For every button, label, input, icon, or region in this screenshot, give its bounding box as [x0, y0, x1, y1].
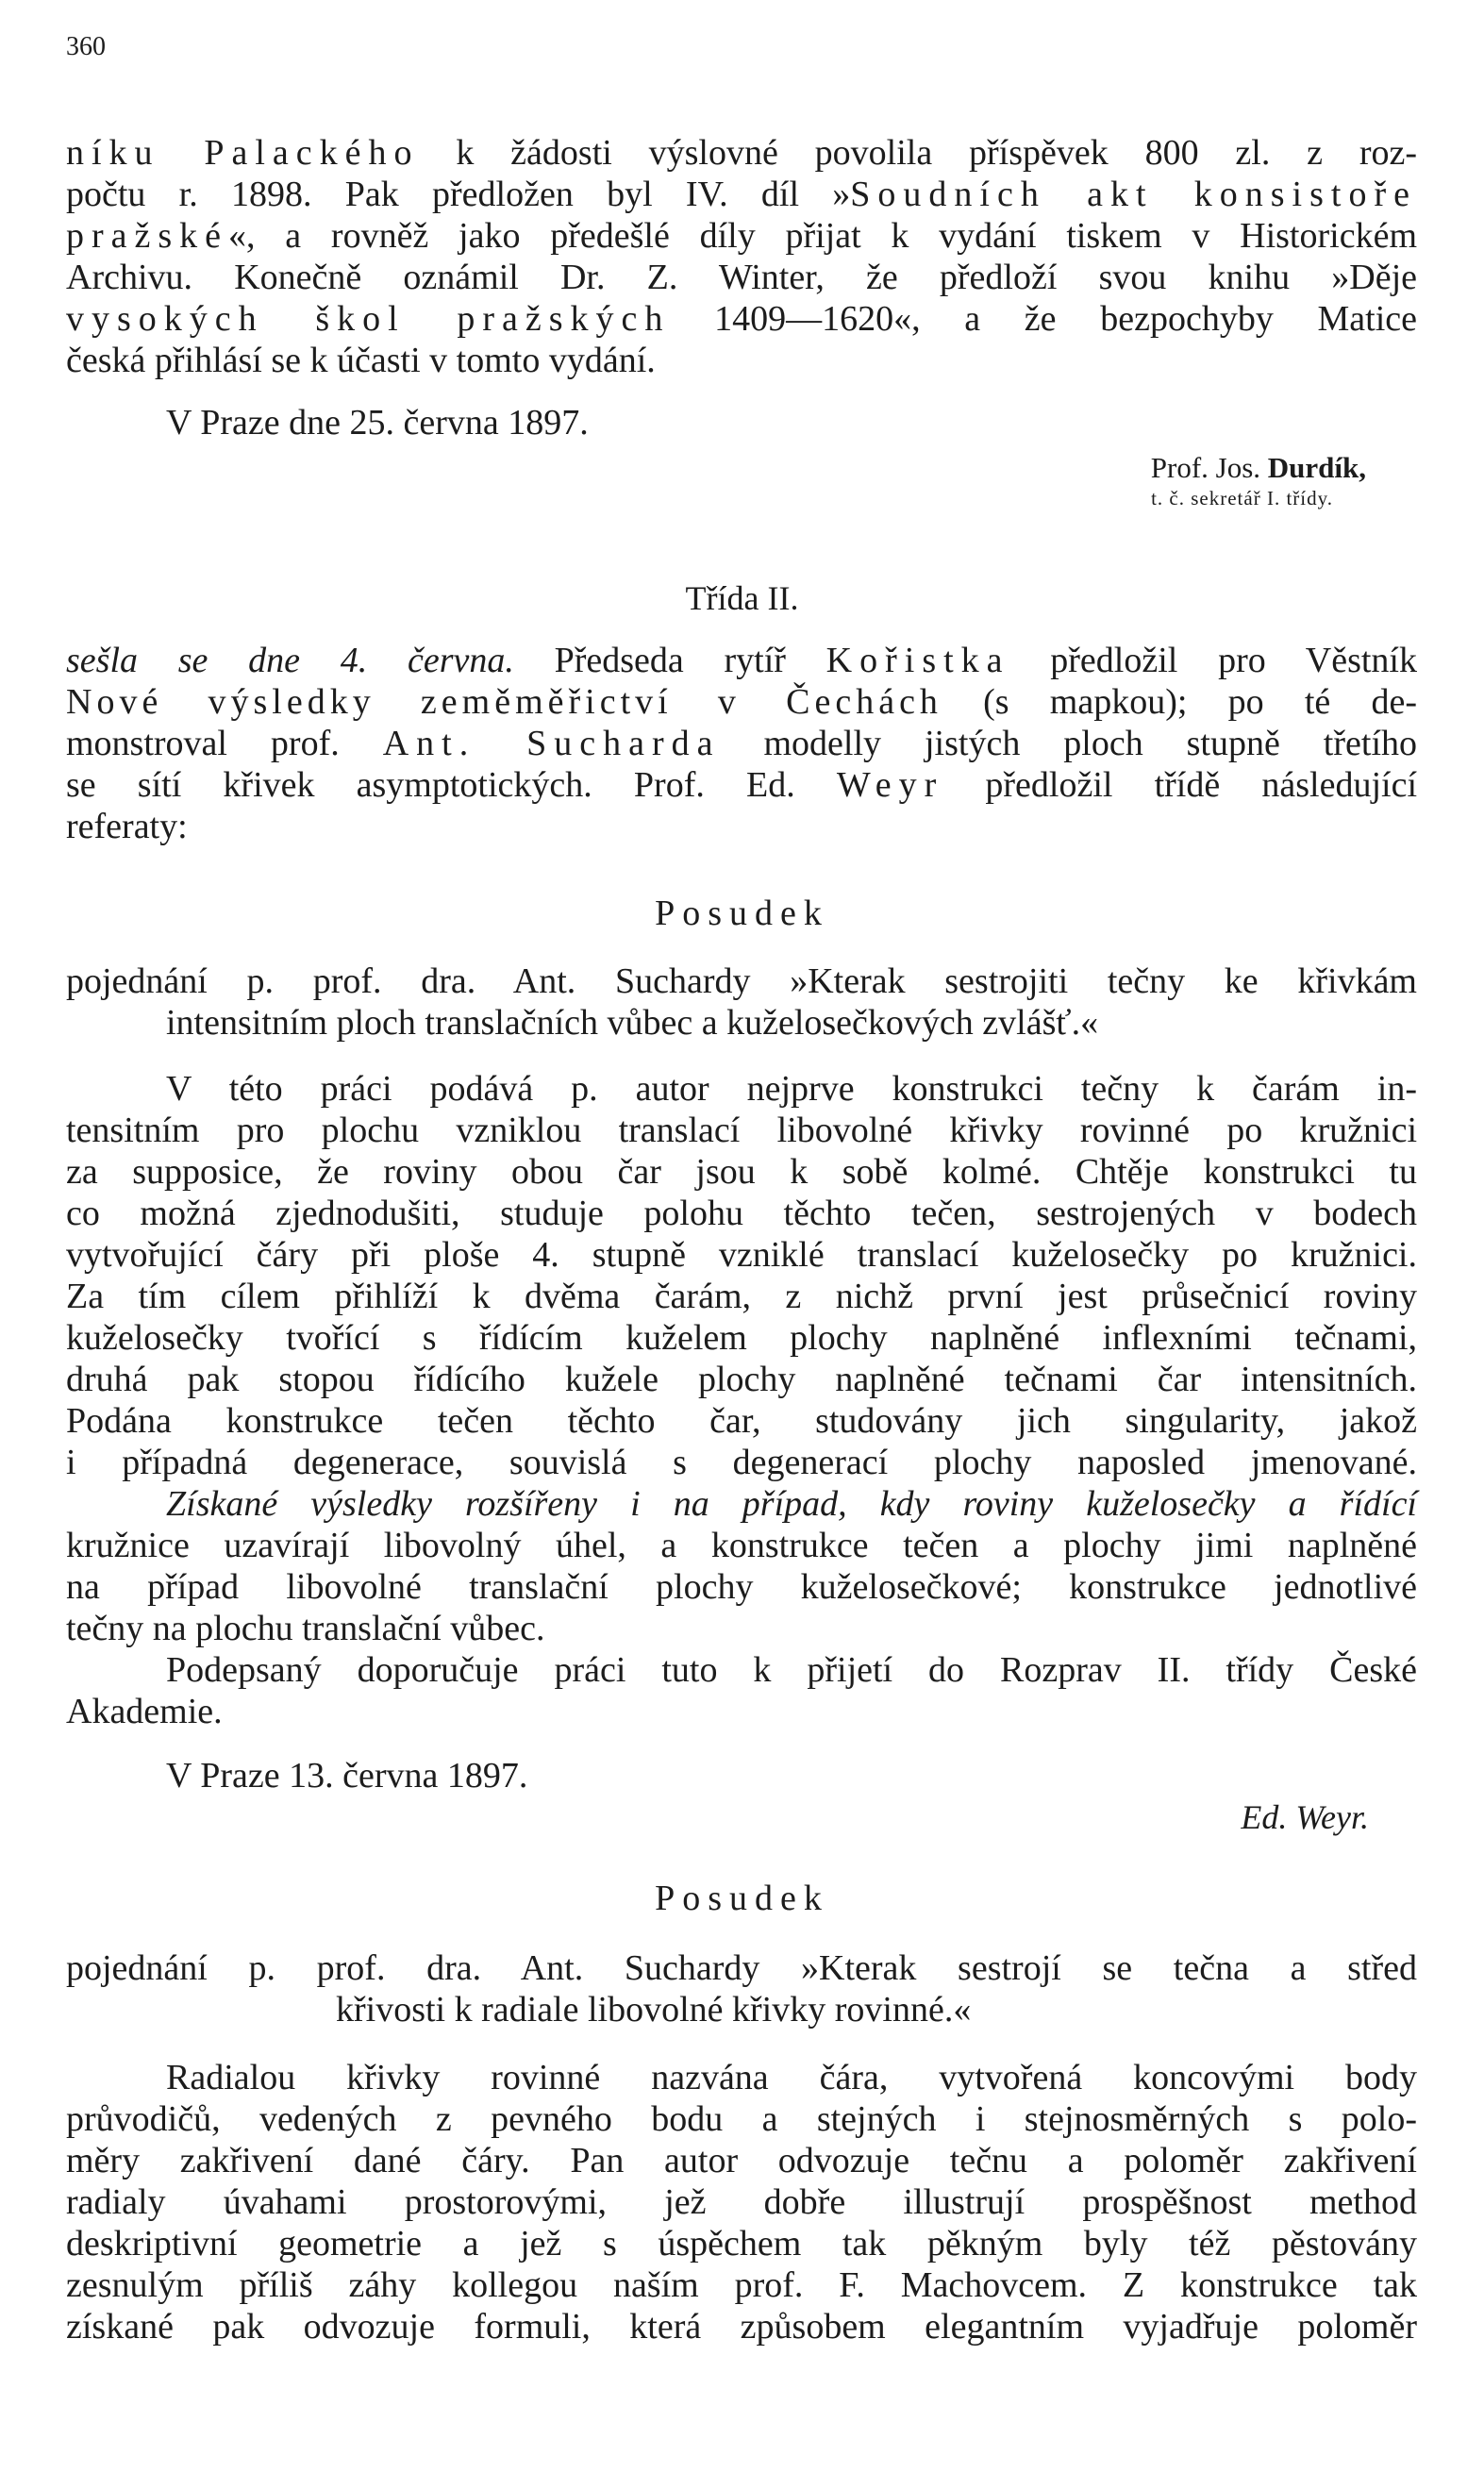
text-run: monstroval prof. — [66, 724, 383, 763]
para1-line-2 — [66, 174, 1417, 215]
text-run: Předseda rytíř — [513, 641, 826, 680]
review1-body-line: Za tím cílem přihlíží k dvěma čarám, z nichž první jest průsečnicí roviny — [66, 1277, 1417, 1316]
review1-body-line-italic: Získané výsledky rozšířeny i na případ, kdy roviny kuželosečky a řídící — [166, 1484, 1417, 1524]
para1-line-3 — [66, 215, 1417, 257]
signature-prefix: Prof. Jos. — [1150, 451, 1261, 484]
review1-body-line: kuželosečky tvořící s řídícím kuželem plochy naplněné inflexními tečnami, — [66, 1318, 1417, 1358]
review1-body-line: druhá pak stopou řídícího kužele plochy naplněné tečnami čar intensitních. — [66, 1360, 1417, 1399]
review2-body-line: deskriptivní geometrie a jež s úspěchem tak pěkným byly též pěstovány — [66, 2224, 1417, 2263]
text-run: předložil pro Věstník — [1009, 641, 1417, 680]
para1-line-5 — [66, 298, 1417, 340]
review1-signature: Ed. Weyr. — [1241, 1798, 1369, 1836]
text-run: (s mapkou); po té de- — [942, 682, 1417, 722]
review1-body-line: V této práci podává p. autor nejprve konstrukci tečny k čarám in- — [166, 1069, 1417, 1109]
review2-subject-line-2: křivosti k radiale libovolné křivky rovinné.« — [336, 1990, 972, 2030]
text-run: počtu r. 1898. Pak předložen byl IV. díl » — [66, 175, 851, 214]
text-run: 1409—1620«, a že bezpochyby Matice — [670, 299, 1417, 339]
review1-subject-line-2: intensitním ploch translačních vůbec a kuželosečkových zvlášť.« — [166, 1003, 1099, 1043]
para1-line-1 — [66, 132, 1417, 174]
review2-body-line: radialy úvahami prostorovými, jež dobře illustrují prospěšnost method — [66, 2182, 1417, 2222]
review1-body-line: Podána konstrukce tečen těchto čar, studovány jich singularity, jakož — [66, 1401, 1417, 1441]
spaced-name: níku Palackého — [66, 133, 420, 173]
spaced-title: Soudních akt konsistoře — [850, 175, 1417, 214]
text-run: modelly jistých ploch stupně třetího — [720, 724, 1417, 763]
review1-date: V Praze 13. června 1897. — [166, 1756, 528, 1796]
signature-title: t. č. sekretář I. třídy. — [1151, 487, 1333, 509]
italic-run: sešla se dne 4. června. — [66, 641, 514, 680]
para1-line-6: česká přihlásí se k účasti v tomto vydání. — [66, 341, 656, 380]
signature-secretary — [1151, 451, 1366, 485]
review-heading-1: Posudek — [655, 894, 829, 933]
review1-body-line: Akademie. — [66, 1692, 223, 1731]
spaced-title: vysokých škol pražských — [66, 299, 671, 339]
para1-line-4: Archivu. Konečně oznámil Dr. Z. Winter, že předloží svou knihu »Děje — [66, 258, 1417, 297]
review2-body-line: měry zakřivení dané čáry. Pan autor odvozuje tečnu a poloměr zakřivení — [66, 2141, 1417, 2180]
review1-body-line: vytvořující čáry při ploše 4. stupně vzniklé translací kuželosečky po kružnici. — [66, 1235, 1417, 1275]
spaced-name: Weyr — [836, 765, 944, 805]
spaced-name: Kořistka — [825, 641, 1010, 680]
review2-body-line: průvodičů, vedených z pevného bodu a stejných i stejnosměrných s polo- — [66, 2099, 1417, 2139]
review1-body-line: tečny na plochu translační vůbec. — [66, 1609, 545, 1648]
signature-name: Durdík, — [1267, 451, 1366, 484]
review2-body-line: Radialou křivky rovinné nazvána čára, vytvořená koncovými body — [166, 2058, 1417, 2097]
review1-body-line: za supposice, že roviny obou čar jsou k sobě kolmé. Chtěje konstrukci tu — [66, 1152, 1417, 1192]
review1-body-line: i případná degenerace, souvislá s degenerací plochy naposled jmenované. — [66, 1443, 1417, 1482]
para2-line-2 — [66, 681, 1417, 723]
review1-body-line: co možná zjednodušiti, studuje polohu těchto tečen, sestrojených v bodech — [66, 1194, 1417, 1233]
spaced-title: Nové výsledky zeměměřictví v Čechách — [66, 682, 942, 722]
para2-line-4 — [66, 764, 1417, 806]
date-line-1: V Praze dne 25. června 1897. — [166, 403, 589, 443]
review1-body-line: kružnice uzavírají libovolný úhel, a konstrukce tečen a plochy jimi naplněné — [66, 1526, 1417, 1565]
review-heading-2: Posudek — [655, 1879, 829, 1918]
text-run: k žádosti výslovné povolila příspěvek 800 zl. z roz- — [419, 133, 1417, 173]
para2-line-3 — [66, 723, 1417, 764]
text-run: předložil třídě následující — [943, 765, 1418, 805]
para2-line-5: referaty: — [66, 807, 188, 846]
text-run: se sítí křivek asymptotických. Prof. Ed. — [66, 765, 837, 805]
text-run: «, a rovněž jako předešlé díly přijat k vydání tiskem v Historickém — [228, 216, 1417, 256]
page-number: 360 — [66, 32, 106, 61]
review1-subject-line-1: pojednání p. prof. dra. Ant. Suchardy »Kterak sestrojiti tečny ke křivkám — [66, 961, 1417, 1001]
review2-body-line: zesnulým příliš záhy kollegou naším prof. F. Machovcem. Z konstrukce tak — [66, 2265, 1417, 2305]
review1-body-line: Podepsaný doporučuje práci tuto k přijetí do Rozprav II. třídy České — [166, 1650, 1417, 1690]
spaced-title: pražské — [66, 216, 229, 256]
spaced-name: Ant. Sucharda — [382, 724, 721, 763]
review2-body-line: získané pak odvozuje formuli, která způsobem elegantním vyjadřuje poloměr — [66, 2307, 1417, 2347]
review2-subject-line-1: pojednání p. prof. dra. Ant. Suchardy »Kterak sestrojí se tečna a střed — [66, 1948, 1417, 1988]
section-heading: Třída II. — [685, 579, 799, 617]
para2-line-1 — [66, 640, 1417, 681]
review1-body-line: tensitním pro plochu vzniklou translací libovolné křivky rovinné po kružnici — [66, 1111, 1417, 1150]
review1-body-line: na případ libovolné translační plochy kuželosečkové; konstrukce jednotlivé — [66, 1567, 1417, 1607]
